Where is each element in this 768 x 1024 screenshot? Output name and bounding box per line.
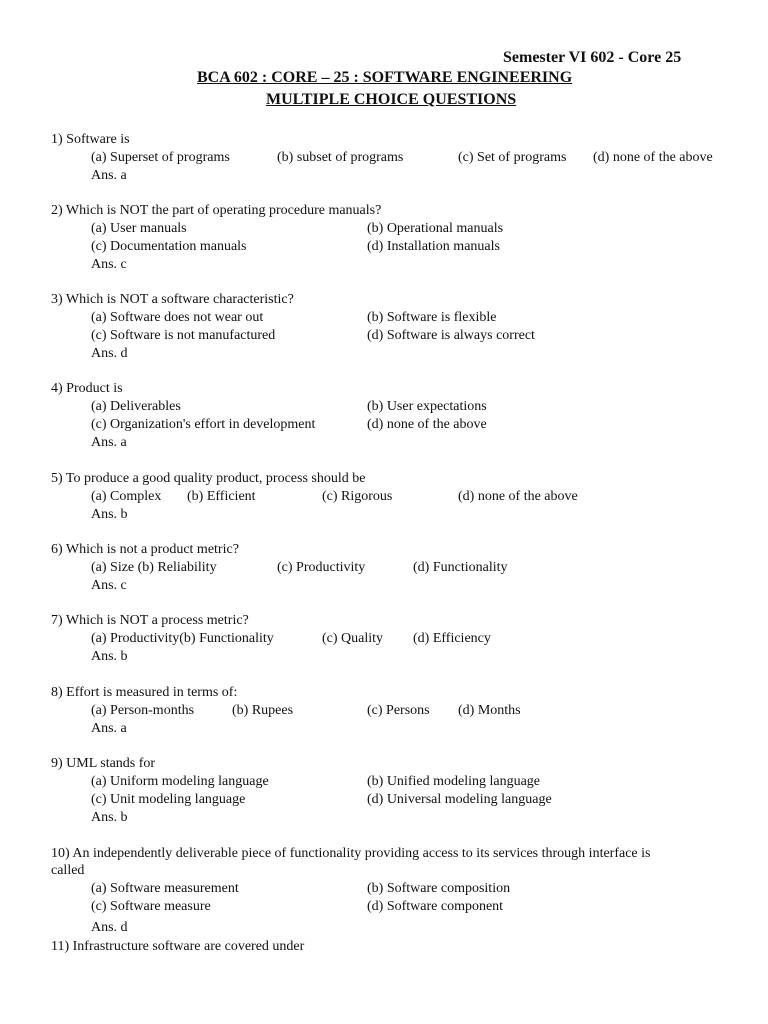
page-subtitle: MULTIPLE CHOICE QUESTIONS	[266, 91, 517, 108]
q4-option-c: (c) Organization's effort in development	[91, 417, 316, 432]
q4-option-d: (d) none of the above	[367, 417, 487, 432]
q8-option-c: (c) Persons	[367, 703, 430, 718]
q6-option-c: (c) Productivity	[277, 560, 366, 575]
question-6: 6) Which is not a product metric?	[51, 542, 239, 557]
question-1: 1) Software is	[51, 132, 130, 147]
q10-option-b: (b) Software composition	[367, 881, 511, 896]
question-4: 4) Product is	[51, 381, 123, 396]
question-10: 10) An independently deliverable piece of functionality providing access to its services through interface is	[51, 846, 651, 861]
question-7: 7) Which is NOT a process metric?	[51, 613, 249, 628]
q7-option-d: (d) Efficiency	[413, 631, 491, 646]
q6-option-d: (d) Functionality	[413, 560, 508, 575]
q2-option-d: (d) Installation manuals	[367, 239, 500, 254]
q7-option-ab: (a) Productivity(b) Functionality	[91, 631, 274, 646]
q9-option-b: (b) Unified modeling language	[367, 774, 541, 789]
q9-option-a: (a) Uniform modeling language	[91, 774, 269, 789]
question-5: 5) To produce a good quality product, process should be	[51, 471, 366, 486]
q6-answer: Ans. c	[91, 578, 127, 593]
q5-option-b: (b) Efficient	[187, 489, 256, 504]
q2-option-b: (b) Operational manuals	[367, 221, 504, 236]
q10-option-c: (c) Software measure	[91, 899, 211, 914]
q1-option-d: (d) none of the above	[593, 150, 713, 165]
question-11: 11) Infrastructure software are covered under	[51, 939, 305, 954]
q1-answer: Ans. a	[91, 168, 127, 183]
q7-option-c: (c) Quality	[322, 631, 384, 646]
q3-option-b: (b) Software is flexible	[367, 310, 497, 325]
question-3: 3) Which is NOT a software characteristic?	[51, 292, 294, 307]
semester-label: Semester VI 602 - Core 25	[503, 49, 682, 66]
question-9: 9) UML stands for	[51, 756, 156, 771]
q9-option-d: (d) Universal modeling language	[367, 792, 552, 807]
q2-answer: Ans. c	[91, 257, 127, 272]
q9-answer: Ans. b	[91, 810, 128, 825]
q2-option-a: (a) User manuals	[91, 221, 187, 236]
page-title: BCA 602 : CORE – 25 : SOFTWARE ENGINEERING	[197, 69, 573, 86]
question-10-cont: called	[51, 863, 85, 878]
q7-answer: Ans. b	[91, 649, 128, 664]
q4-option-a: (a) Deliverables	[91, 399, 181, 414]
q5-option-c: (c) Rigorous	[322, 489, 393, 504]
q8-option-d: (d) Months	[458, 703, 521, 718]
q3-option-d: (d) Software is always correct	[367, 328, 535, 343]
q10-option-d: (d) Software component	[367, 899, 504, 914]
q5-option-d: (d) none of the above	[458, 489, 578, 504]
q4-answer: Ans. a	[91, 435, 127, 450]
q3-option-c: (c) Software is not manufactured	[91, 328, 276, 343]
q5-option-a: (a) Complex	[91, 489, 162, 504]
q9-option-c: (c) Unit modeling language	[91, 792, 246, 807]
question-2: 2) Which is NOT the part of operating procedure manuals?	[51, 203, 382, 218]
q3-option-a: (a) Software does not wear out	[91, 310, 264, 325]
q1-option-a: (a) Superset of programs	[91, 150, 230, 165]
question-8: 8) Effort is measured in terms of:	[51, 685, 238, 700]
q1-option-c: (c) Set of programs	[458, 150, 567, 165]
q4-option-b: (b) User expectations	[367, 399, 487, 414]
q8-answer: Ans. a	[91, 721, 127, 736]
q1-option-b: (b) subset of programs	[277, 150, 404, 165]
q6-option-ab: (a) Size (b) Reliability	[91, 560, 217, 575]
q2-option-c: (c) Documentation manuals	[91, 239, 247, 254]
q8-option-a: (a) Person-months	[91, 703, 195, 718]
q3-answer: Ans. d	[91, 346, 128, 361]
q10-option-a: (a) Software measurement	[91, 881, 239, 896]
q8-option-b: (b) Rupees	[232, 703, 294, 718]
q5-answer: Ans. b	[91, 507, 128, 522]
q10-answer: Ans. d	[91, 920, 128, 935]
